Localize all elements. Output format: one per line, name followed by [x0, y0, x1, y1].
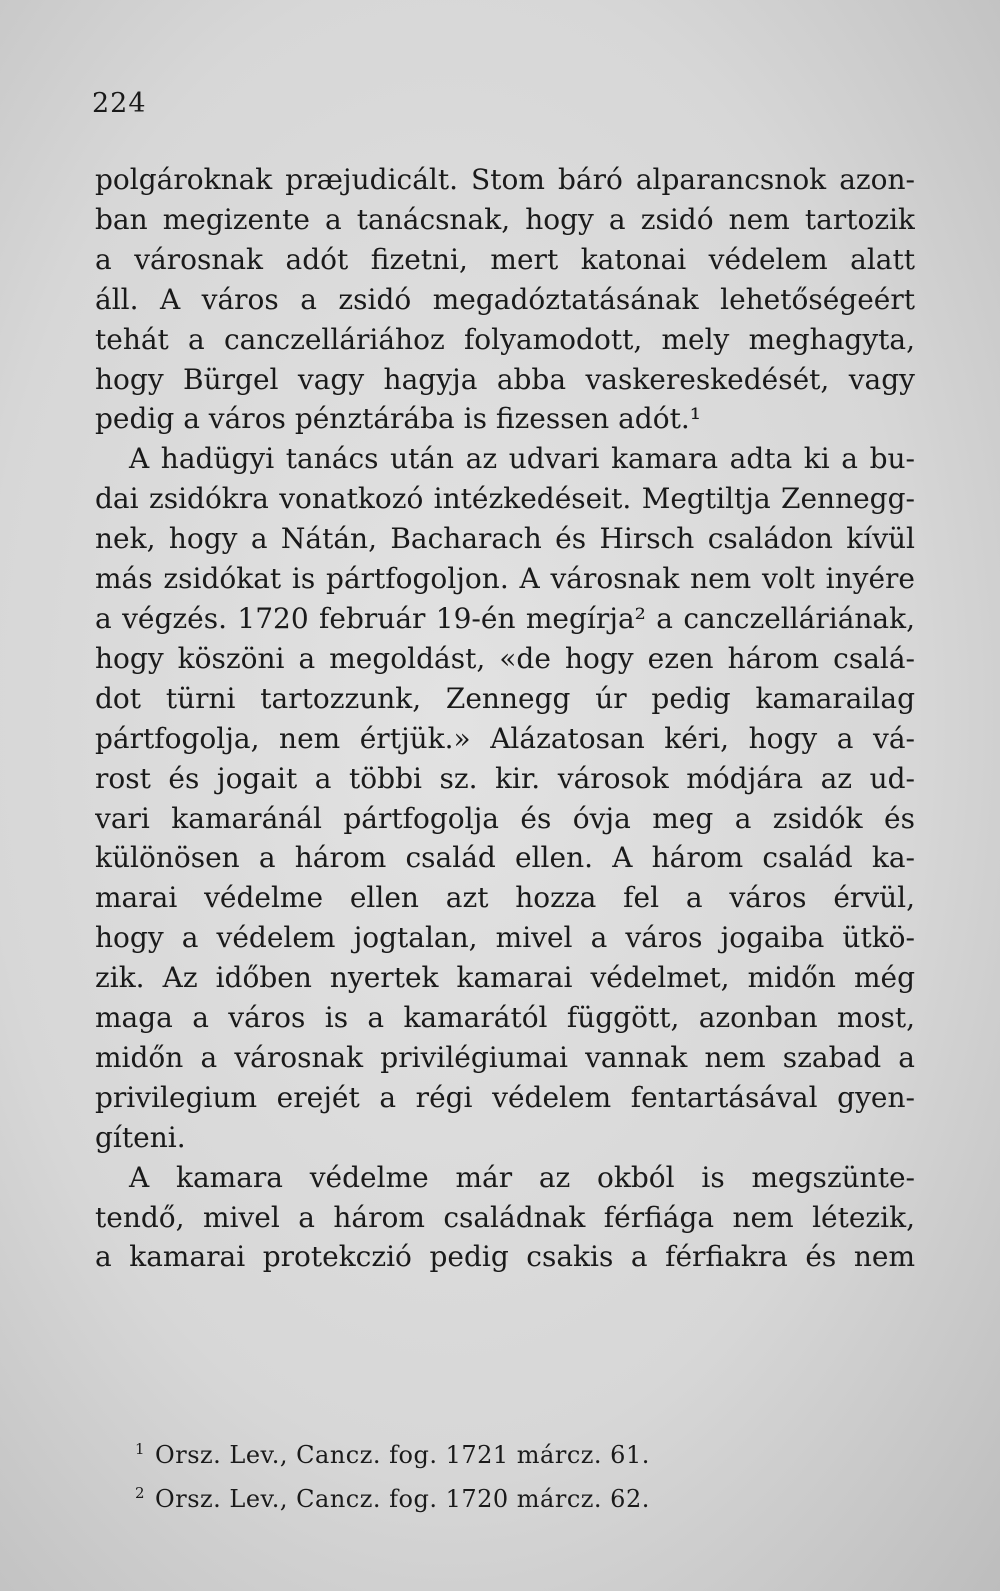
text-line: a városnak adót fizetni, mert katonai védelem alatt — [95, 242, 915, 276]
text-line: marai védelme ellen azt hozza fel a város érvül, — [95, 881, 915, 915]
footnote-text: Orsz. Lev., Cancz. fog. 1720 márcz. 62. — [155, 1485, 650, 1513]
text-line: hogy Bürgel vagy hagyja abba vaskereskedését, vagy — [95, 362, 915, 396]
text-line: hogy a védelem jogtalan, mivel a város jogaiba ütkö- — [95, 921, 915, 955]
footnotes — [135, 1430, 650, 1518]
page-number: 224 — [92, 88, 147, 119]
text-line: gíteni. — [95, 1120, 186, 1154]
text-line: ban megizente a tanácsnak, hogy a zsidó nem tartozik — [95, 202, 915, 236]
text-line: a kamarai protekczió pedig csakis a férfiakra és nem — [95, 1240, 915, 1274]
text-line: maga a város is a kamarától függött, azonban most, — [95, 1001, 915, 1035]
text-line: hogy köszöni a megoldást, «de hogy ezen három csalá- — [95, 641, 915, 675]
text-line: tehát a canczelláriához folyamodott, mely meghagyta, — [95, 322, 915, 356]
text-line: pártfogolja, nem értjük.» Alázatosan kéri, hogy a vá- — [95, 721, 915, 755]
text-line: különösen a három család ellen. A három család ka- — [95, 841, 915, 875]
text-line: dot türni tartozzunk, Zennegg úr pedig kamarailag — [95, 681, 915, 715]
text-line: privilegium erejét a régi védelem fentartásával gyen- — [95, 1080, 915, 1114]
text-line: a végzés. 1720 február 19-én megírja² a canczelláriának, — [95, 601, 915, 635]
footnote — [135, 1430, 650, 1474]
text-line: vari kamaránál pártfogolja és óvja meg a zsidók és — [95, 801, 915, 835]
footnote — [135, 1474, 650, 1518]
body-text — [95, 160, 915, 1277]
text-line: midőn a városnak privilégiumai vannak nem szabad a — [95, 1040, 915, 1074]
text-line: dai zsidókra vonatkozó intézkedéseit. Megtiltja Zennegg- — [95, 482, 915, 516]
text-line: nek, hogy a Nátán, Bacharach és Hirsch családon kívül — [95, 522, 915, 556]
text-line: A kamara védelme már az okból is megszünte- — [129, 1160, 915, 1194]
text-line: polgároknak præjudicált. Stom báró alparancsnok azon- — [95, 163, 915, 196]
text-line: más zsidókat is pártfogoljon. A városnak nem volt inyére — [95, 562, 915, 596]
footnote-mark: 1 — [135, 1440, 146, 1458]
text-line: A hadügyi tanács után az udvari kamara adta ki a bu- — [129, 442, 915, 476]
text-line: pedig a város pénztárába is fizessen adót.¹ — [95, 402, 701, 436]
text-line: zik. Az időben nyertek kamarai védelmet, midőn még — [95, 961, 915, 995]
footnote-mark: 2 — [135, 1484, 146, 1502]
text-line: rost és jogait a többi sz. kir. városok módjára az ud- — [95, 761, 915, 795]
text-line: tendő, mivel a három családnak férfiága nem létezik, — [95, 1200, 915, 1234]
footnote-text: Orsz. Lev., Cancz. fog. 1721 márcz. 61. — [155, 1441, 650, 1469]
text-line: áll. A város a zsidó megadóztatásának lehetőségeért — [95, 282, 915, 316]
